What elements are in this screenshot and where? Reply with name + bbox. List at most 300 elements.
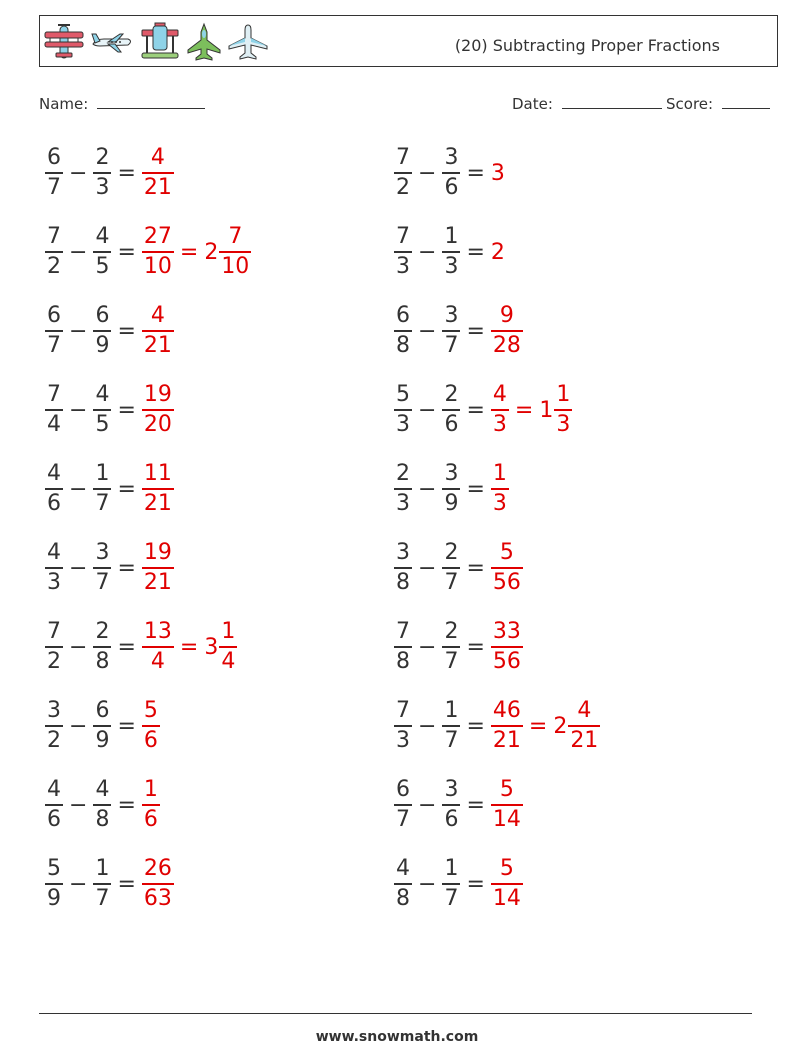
subtrahend-fraction xyxy=(442,621,460,673)
answer-fraction-bar xyxy=(491,567,523,569)
answer-fraction-denominator: 56 xyxy=(492,648,521,674)
subtrahend-fraction-numerator: 6 xyxy=(95,698,110,724)
minuend-fraction-denominator: 3 xyxy=(396,253,410,279)
answer-fraction-bar xyxy=(142,409,174,411)
minuend-fraction xyxy=(394,621,412,673)
minuend-fraction-numerator: 3 xyxy=(396,540,410,566)
answer-fraction xyxy=(142,147,174,199)
minuend-fraction-denominator: 8 xyxy=(396,885,410,911)
answer xyxy=(142,384,174,436)
minuend-fraction-denominator: 3 xyxy=(396,411,410,437)
answer-fraction-numerator: 5 xyxy=(499,777,514,803)
equals-sign: = xyxy=(466,634,485,660)
answer xyxy=(142,226,251,278)
answer xyxy=(491,700,600,752)
minuend-fraction-bar xyxy=(45,251,63,253)
answer-fraction-numerator: 11 xyxy=(143,461,172,487)
subtrahend-fraction-bar xyxy=(93,567,111,569)
minuend-fraction-numerator: 7 xyxy=(396,619,410,645)
subtrahend-fraction-bar xyxy=(442,725,460,727)
answer-fraction xyxy=(491,700,523,752)
subtrahend-fraction-denominator: 7 xyxy=(95,490,110,516)
subtrahend-fraction xyxy=(93,226,111,278)
subtrahend-fraction-bar xyxy=(93,725,111,727)
minus-sign: − xyxy=(418,871,437,897)
subtrahend-fraction-numerator: 2 xyxy=(95,619,110,645)
answer-mixed-fraction-bar xyxy=(554,409,572,411)
subtrahend-fraction-numerator: 4 xyxy=(95,224,110,250)
problem-10 xyxy=(394,459,509,519)
subtrahend-fraction-denominator: 7 xyxy=(444,648,459,674)
subtrahend-fraction-denominator: 8 xyxy=(95,648,110,674)
equals-sign: = xyxy=(117,871,136,897)
minuend-fraction-numerator: 4 xyxy=(47,461,61,487)
minuend-fraction xyxy=(394,858,412,910)
subtrahend-fraction-numerator: 3 xyxy=(444,303,459,329)
minuend-fraction xyxy=(45,858,63,910)
answer-fraction-bar xyxy=(491,804,523,806)
answer-fraction-bar xyxy=(491,409,509,411)
header-icons xyxy=(42,22,270,62)
answer-mixed-whole: 2 xyxy=(553,713,568,739)
score-label: Score: xyxy=(666,95,714,113)
answer-mixed-fraction-bar xyxy=(568,725,600,727)
equals-sign: = xyxy=(466,239,485,265)
answer-fraction xyxy=(142,305,174,357)
subtrahend-fraction-numerator: 3 xyxy=(444,145,459,171)
answer-fraction-denominator: 10 xyxy=(143,253,172,279)
answer-fraction-bar xyxy=(142,251,174,253)
footer-url: www.snowmath.com xyxy=(315,1029,479,1045)
name-blank xyxy=(97,93,205,109)
minuend-fraction-numerator: 7 xyxy=(396,224,410,250)
minus-sign: − xyxy=(69,713,88,739)
minuend-fraction-bar xyxy=(45,725,63,727)
minuend-fraction-bar xyxy=(394,488,412,490)
minus-sign: − xyxy=(69,239,88,265)
answer-mixed-whole: 3 xyxy=(204,634,219,660)
subtrahend-fraction-bar xyxy=(442,488,460,490)
answer-mixed-fraction xyxy=(219,621,237,673)
answer xyxy=(142,621,237,673)
subtrahend-fraction xyxy=(93,858,111,910)
equals-sign: = xyxy=(117,555,136,581)
equals-sign: = xyxy=(117,318,136,344)
minuend-fraction xyxy=(45,700,63,752)
minuend-fraction-bar xyxy=(394,804,412,806)
worksheet-title: (20) Subtracting Proper Fractions xyxy=(454,36,720,55)
footer-divider xyxy=(39,1013,752,1014)
minuend-fraction-denominator: 6 xyxy=(47,490,61,516)
answer-fraction-denominator: 14 xyxy=(492,885,521,911)
minuend-fraction-numerator: 4 xyxy=(47,540,61,566)
subtrahend-fraction xyxy=(442,542,460,594)
problem-6 xyxy=(394,301,523,361)
answer-fraction-numerator: 4 xyxy=(492,382,507,408)
subtrahend-fraction xyxy=(93,305,111,357)
subtrahend-fraction-bar xyxy=(93,488,111,490)
answer-fraction xyxy=(491,779,523,831)
subtrahend-fraction-numerator: 6 xyxy=(95,303,110,329)
subtrahend-fraction xyxy=(442,384,460,436)
answer-mixed-fraction-bar xyxy=(219,646,237,648)
minuend-fraction xyxy=(45,147,63,199)
minuend-fraction-bar xyxy=(394,172,412,174)
minuend-fraction-numerator: 6 xyxy=(47,145,61,171)
problem-9 xyxy=(45,459,174,519)
subtrahend-fraction-bar xyxy=(442,883,460,885)
answer xyxy=(491,161,506,186)
minuend-fraction-denominator: 2 xyxy=(396,174,410,200)
answer xyxy=(142,305,174,357)
answer-fraction-bar xyxy=(491,883,523,885)
answer-fraction xyxy=(491,858,523,910)
answer-fraction-denominator: 3 xyxy=(492,411,507,437)
subtrahend-fraction-denominator: 9 xyxy=(95,727,110,753)
problem-19 xyxy=(45,854,174,914)
answer-mixed-whole: 2 xyxy=(204,239,219,265)
answer xyxy=(491,858,523,910)
subtrahend-fraction-denominator: 7 xyxy=(444,569,459,595)
subtrahend-fraction-numerator: 1 xyxy=(95,461,110,487)
answer-fraction-bar xyxy=(142,567,174,569)
minuend-fraction-bar xyxy=(394,725,412,727)
minuend-fraction-denominator: 8 xyxy=(396,569,410,595)
minus-sign: − xyxy=(418,160,437,186)
minuend-fraction-numerator: 7 xyxy=(396,698,410,724)
subtrahend-fraction-numerator: 2 xyxy=(444,540,459,566)
answer-mixed-fraction-numerator: 1 xyxy=(221,619,236,645)
problem-12 xyxy=(394,538,523,598)
problem-17 xyxy=(45,775,160,835)
answer xyxy=(142,700,160,752)
answer-fraction-denominator: 4 xyxy=(150,648,165,674)
subtrahend-fraction xyxy=(442,226,460,278)
minuend-fraction-numerator: 7 xyxy=(47,619,61,645)
answer-fraction-denominator: 21 xyxy=(492,727,521,753)
answer-fraction-bar xyxy=(491,725,523,727)
answer-fraction xyxy=(491,542,523,594)
problem-20 xyxy=(394,854,523,914)
answer-mixed-fraction-denominator: 10 xyxy=(221,253,250,279)
subtrahend-fraction-numerator: 4 xyxy=(95,382,110,408)
equals-sign: = xyxy=(117,792,136,818)
subtrahend-fraction-denominator: 7 xyxy=(444,727,459,753)
minuend-fraction-denominator: 3 xyxy=(396,490,410,516)
minus-sign: − xyxy=(418,239,437,265)
answer xyxy=(142,147,174,199)
minuend-fraction-numerator: 3 xyxy=(47,698,61,724)
answer-fraction-numerator: 19 xyxy=(143,382,172,408)
answer-fraction-bar xyxy=(142,172,174,174)
answer-mixed-fraction-numerator: 7 xyxy=(228,224,243,250)
answer-fraction-bar xyxy=(142,488,174,490)
minuend-fraction xyxy=(394,147,412,199)
minuend-fraction xyxy=(394,305,412,357)
answer-fraction-bar xyxy=(491,488,509,490)
equals-sign: = xyxy=(466,318,485,344)
seaplane-icon xyxy=(138,22,182,62)
minus-sign: − xyxy=(418,318,437,344)
equals-sign: = xyxy=(466,160,485,186)
answer-fraction xyxy=(491,305,523,357)
minuend-fraction-denominator: 8 xyxy=(396,332,410,358)
minuend-fraction-bar xyxy=(394,330,412,332)
answer-fraction-denominator: 6 xyxy=(143,806,158,832)
answer-fraction-denominator: 28 xyxy=(492,332,521,358)
minuend-fraction-bar xyxy=(394,251,412,253)
subtrahend-fraction-numerator: 2 xyxy=(444,619,459,645)
date-blank xyxy=(562,93,662,109)
minus-sign: − xyxy=(418,713,437,739)
answer xyxy=(491,463,509,515)
minuend-fraction-bar xyxy=(394,646,412,648)
minuend-fraction xyxy=(45,384,63,436)
problem-16 xyxy=(394,696,600,756)
minuend-fraction-numerator: 2 xyxy=(396,461,410,487)
subtrahend-fraction-denominator: 9 xyxy=(444,490,459,516)
answer xyxy=(491,240,506,265)
answer-fraction-bar xyxy=(142,330,174,332)
problem-2 xyxy=(394,143,506,203)
minus-sign: − xyxy=(418,397,437,423)
answer-mixed-fraction-numerator: 1 xyxy=(556,382,571,408)
subtrahend-fraction-numerator: 4 xyxy=(95,777,110,803)
subtrahend-fraction xyxy=(93,384,111,436)
subtrahend-fraction-denominator: 8 xyxy=(95,806,110,832)
subtrahend-fraction-bar xyxy=(442,409,460,411)
minuend-fraction-bar xyxy=(45,330,63,332)
answer-fraction xyxy=(491,384,509,436)
minuend-fraction-numerator: 6 xyxy=(47,303,61,329)
subtrahend-fraction-bar xyxy=(442,172,460,174)
subtrahend-fraction-denominator: 6 xyxy=(444,806,459,832)
answer-mixed-fraction xyxy=(219,226,251,278)
airliner-icon xyxy=(226,22,270,62)
answer-fraction-denominator: 6 xyxy=(143,727,158,753)
date-label: Date: xyxy=(512,95,553,113)
answer-fraction-bar xyxy=(142,646,174,648)
subtrahend-fraction xyxy=(442,463,460,515)
answer-fraction-numerator: 27 xyxy=(143,224,172,250)
minuend-fraction-denominator: 8 xyxy=(396,648,410,674)
answer-whole-number: 2 xyxy=(490,239,505,265)
equals-sign: = xyxy=(117,713,136,739)
minuend-fraction-numerator: 6 xyxy=(396,303,410,329)
subtrahend-fraction-denominator: 3 xyxy=(95,174,110,200)
subtrahend-fraction xyxy=(93,463,111,515)
answer-fraction xyxy=(491,463,509,515)
subtrahend-fraction xyxy=(442,700,460,752)
subtrahend-fraction-bar xyxy=(442,804,460,806)
minuend-fraction-denominator: 3 xyxy=(396,727,410,753)
answer-fraction-bar xyxy=(142,804,160,806)
answer-fraction-denominator: 21 xyxy=(143,174,172,200)
score-blank xyxy=(722,93,770,109)
answer-fraction xyxy=(491,621,523,673)
minuend-fraction-bar xyxy=(45,646,63,648)
answer-fraction xyxy=(142,779,160,831)
subtrahend-fraction-numerator: 3 xyxy=(95,540,110,566)
subtrahend-fraction-numerator: 2 xyxy=(95,145,110,171)
minus-sign: − xyxy=(69,555,88,581)
subtrahend-fraction-bar xyxy=(442,567,460,569)
answer-fraction xyxy=(142,542,174,594)
subtrahend-fraction-numerator: 1 xyxy=(444,224,459,250)
subtrahend-fraction-denominator: 3 xyxy=(444,253,459,279)
answer-fraction-numerator: 33 xyxy=(492,619,521,645)
answer xyxy=(491,305,523,357)
answer xyxy=(142,542,174,594)
problem-1 xyxy=(45,143,174,203)
answer-mixed-fraction-numerator: 4 xyxy=(577,698,592,724)
subtrahend-fraction-denominator: 7 xyxy=(444,885,459,911)
minuend-fraction-denominator: 7 xyxy=(47,332,61,358)
equals-sign: = xyxy=(117,634,136,660)
subtrahend-fraction-bar xyxy=(93,330,111,332)
minus-sign: − xyxy=(69,318,88,344)
subtrahend-fraction-denominator: 6 xyxy=(444,411,459,437)
answer-equals-sign: = xyxy=(514,397,534,423)
minus-sign: − xyxy=(418,476,437,502)
minuend-fraction xyxy=(394,700,412,752)
problem-8 xyxy=(394,380,572,440)
minuend-fraction-bar xyxy=(394,567,412,569)
subtrahend-fraction-denominator: 7 xyxy=(444,332,459,358)
answer xyxy=(142,463,174,515)
problem-3 xyxy=(45,222,251,282)
equals-sign: = xyxy=(117,476,136,502)
subtrahend-fraction-denominator: 5 xyxy=(95,411,110,437)
minus-sign: − xyxy=(69,871,88,897)
subtrahend-fraction-numerator: 1 xyxy=(444,856,459,882)
subtrahend-fraction-bar xyxy=(442,330,460,332)
minuend-fraction-denominator: 6 xyxy=(47,806,61,832)
minuend-fraction xyxy=(45,621,63,673)
subtrahend-fraction xyxy=(93,779,111,831)
subtrahend-fraction xyxy=(442,305,460,357)
answer-equals-sign: = xyxy=(179,239,199,265)
minuend-fraction-numerator: 5 xyxy=(396,382,410,408)
answer-fraction-numerator: 13 xyxy=(143,619,172,645)
minuend-fraction-denominator: 7 xyxy=(396,806,410,832)
subtrahend-fraction-denominator: 5 xyxy=(95,253,110,279)
subtrahend-fraction-numerator: 1 xyxy=(95,856,110,882)
answer-fraction xyxy=(142,463,174,515)
minuend-fraction-denominator: 2 xyxy=(47,727,61,753)
equals-sign: = xyxy=(466,476,485,502)
answer-fraction-denominator: 21 xyxy=(143,490,172,516)
minus-sign: − xyxy=(69,160,88,186)
equals-sign: = xyxy=(466,871,485,897)
answer-mixed-fraction-denominator: 21 xyxy=(570,727,599,753)
equals-sign: = xyxy=(466,397,485,423)
answer-fraction-denominator: 56 xyxy=(492,569,521,595)
minus-sign: − xyxy=(418,555,437,581)
answer-fraction-numerator: 5 xyxy=(143,698,158,724)
minus-sign: − xyxy=(69,476,88,502)
subtrahend-fraction-bar xyxy=(93,409,111,411)
minuend-fraction-denominator: 3 xyxy=(47,569,61,595)
minuend-fraction-numerator: 4 xyxy=(396,856,410,882)
answer-fraction-numerator: 4 xyxy=(150,145,165,171)
subtrahend-fraction-bar xyxy=(93,172,111,174)
answer-mixed-fraction-denominator: 3 xyxy=(556,411,571,437)
subtrahend-fraction-denominator: 7 xyxy=(95,885,110,911)
answer-fraction-bar xyxy=(142,883,174,885)
minuend-fraction-denominator: 4 xyxy=(47,411,61,437)
answer-fraction-numerator: 19 xyxy=(143,540,172,566)
answer xyxy=(491,542,523,594)
answer-fraction-numerator: 9 xyxy=(499,303,514,329)
subtrahend-fraction-numerator: 3 xyxy=(444,777,459,803)
answer-fraction-denominator: 21 xyxy=(143,332,172,358)
subtrahend-fraction-denominator: 7 xyxy=(95,569,110,595)
answer xyxy=(491,384,572,436)
equals-sign: = xyxy=(466,792,485,818)
equals-sign: = xyxy=(117,239,136,265)
answer-fraction-bar xyxy=(491,646,523,648)
minuend-fraction-numerator: 7 xyxy=(396,145,410,171)
equals-sign: = xyxy=(117,397,136,423)
answer-fraction-numerator: 46 xyxy=(492,698,521,724)
minuend-fraction-numerator: 6 xyxy=(396,777,410,803)
problem-14 xyxy=(394,617,523,677)
subtrahend-fraction-bar xyxy=(93,646,111,648)
minus-sign: − xyxy=(69,792,88,818)
answer-fraction-denominator: 20 xyxy=(143,411,172,437)
problem-13 xyxy=(45,617,237,677)
minus-sign: − xyxy=(69,634,88,660)
minuend-fraction-bar xyxy=(45,804,63,806)
minuend-fraction xyxy=(45,305,63,357)
problem-18 xyxy=(394,775,523,835)
minuend-fraction-bar xyxy=(45,172,63,174)
minuend-fraction-bar xyxy=(394,409,412,411)
minuend-fraction xyxy=(394,384,412,436)
answer-equals-sign: = xyxy=(179,634,199,660)
subtrahend-fraction-numerator: 2 xyxy=(444,382,459,408)
answer-equals-sign: = xyxy=(528,713,548,739)
date-field xyxy=(512,93,662,113)
answer xyxy=(491,779,523,831)
answer-mixed-fraction-denominator: 4 xyxy=(221,648,236,674)
minuend-fraction-numerator: 7 xyxy=(47,224,61,250)
name-label: Name: xyxy=(39,95,89,113)
answer xyxy=(142,779,160,831)
minuend-fraction-denominator: 7 xyxy=(47,174,61,200)
minuend-fraction-bar xyxy=(45,488,63,490)
minuend-fraction-numerator: 5 xyxy=(47,856,61,882)
score-field xyxy=(666,93,770,113)
subtrahend-fraction xyxy=(442,147,460,199)
minuend-fraction xyxy=(394,542,412,594)
minuend-fraction xyxy=(45,463,63,515)
minuend-fraction xyxy=(45,779,63,831)
subtrahend-fraction xyxy=(93,542,111,594)
answer-mixed-fraction xyxy=(568,700,600,752)
subtrahend-fraction-denominator: 6 xyxy=(444,174,459,200)
answer-whole-number: 3 xyxy=(490,160,505,186)
fighter-jet-icon xyxy=(186,22,222,62)
answer-fraction xyxy=(142,384,174,436)
name-field xyxy=(39,93,205,113)
answer-fraction xyxy=(142,226,174,278)
answer-fraction-numerator: 5 xyxy=(499,856,514,882)
answer-fraction-bar xyxy=(142,725,160,727)
answer-fraction-denominator: 63 xyxy=(143,885,172,911)
problem-4 xyxy=(394,222,506,282)
